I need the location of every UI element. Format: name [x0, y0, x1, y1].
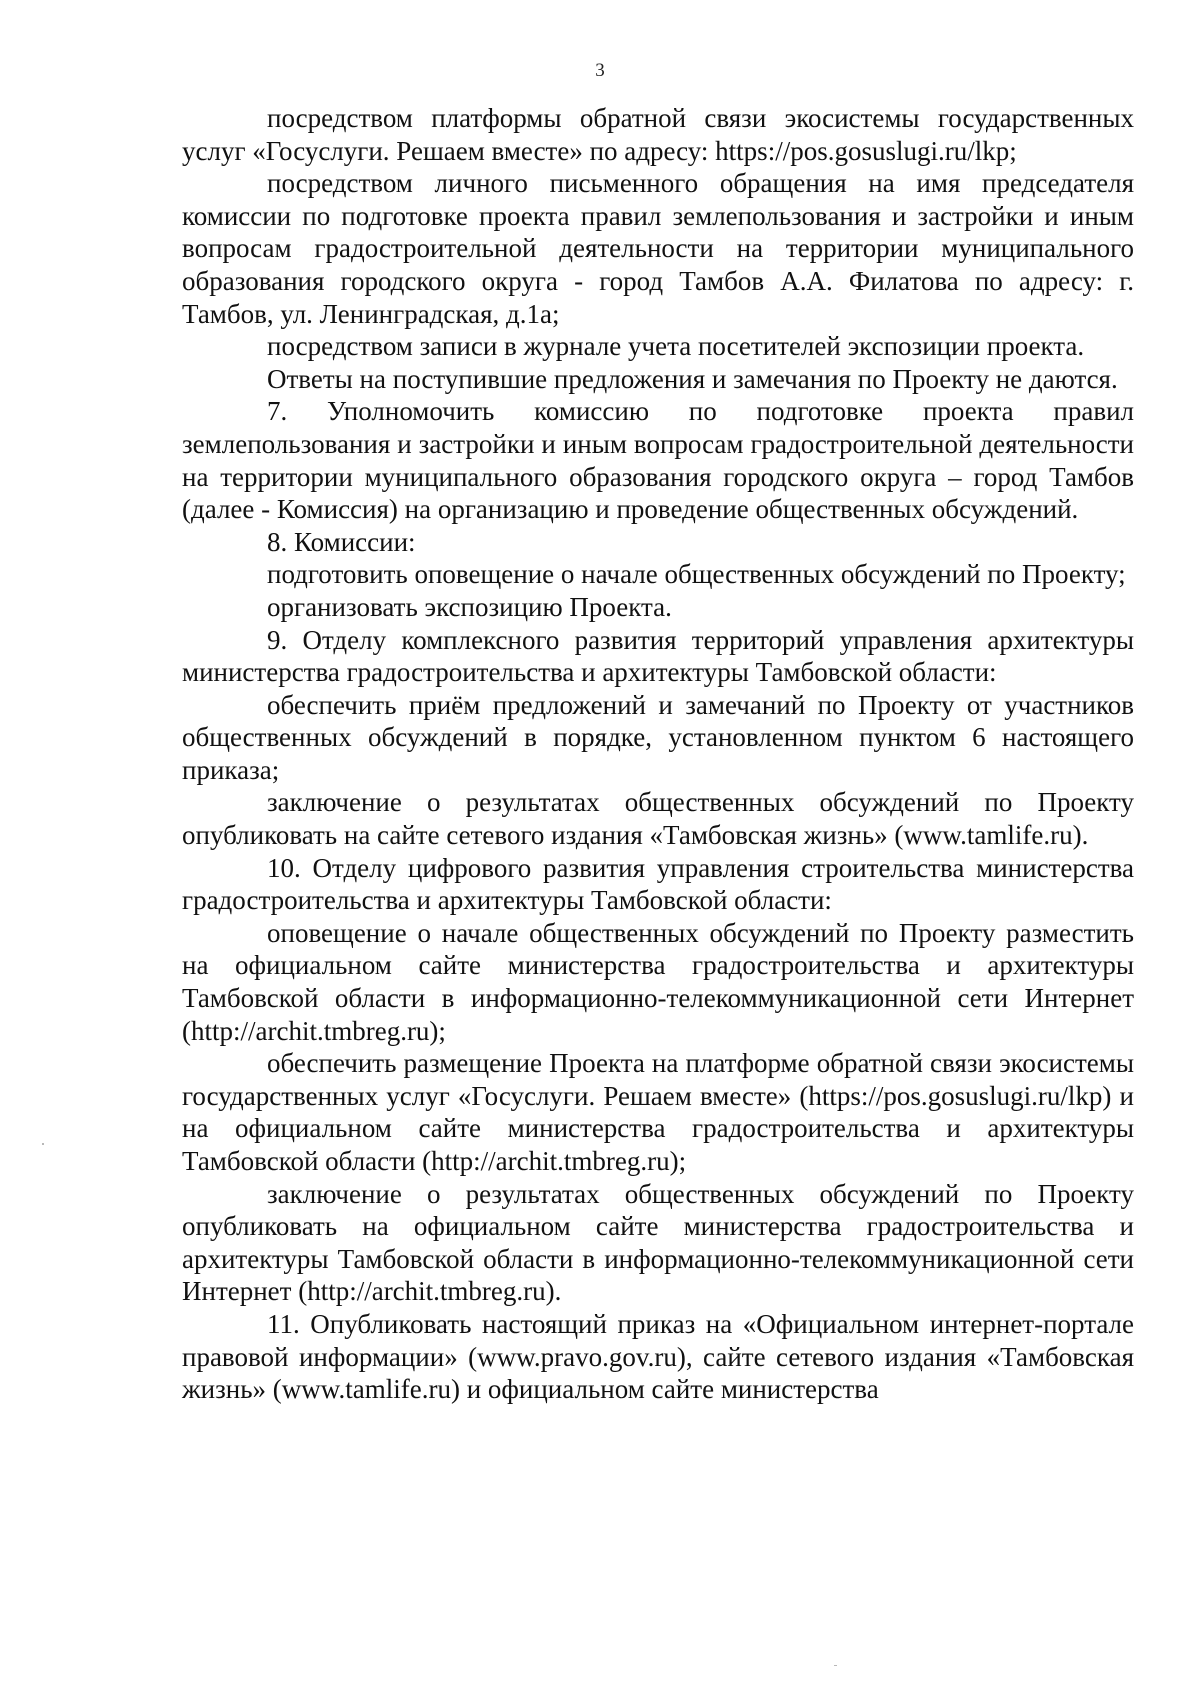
paragraph-feedback-platform: посредством платформы обратной связи экосистемы государственных услуг «Госуслуги. Решаем вместе» по адресу: https://pos.gosuslugi.ru/lkp;: [182, 103, 1134, 166]
paragraph-publish-conclusion-tamlife: заключение о результатах общественных обсуждений по Проекту опубликовать на сайте сетевого издания «Тамбовская жизнь» (www.tamlife.ru).: [182, 787, 1134, 851]
scan-mark: [834, 1665, 837, 1666]
scan-mark: [42, 1143, 44, 1145]
page-number: 3: [595, 60, 605, 81]
paragraph-publish-conclusion-site: заключение о результатах общественных обсуждений по Проекту опубликовать на официальном сайте министерства градостроительства и архитектуры Тамбовской области в информационно-телекоммуникационной сети Интернет (http://archit.tmbreg.ru).: [182, 1178, 1134, 1307]
paragraph-post-notice: оповещение о начале общественных обсуждений по Проекту разместить на официальном сайте министерства градостроительства и архитектуры Тамбовской области в информационно-телекоммуникационной сети Интернет (http://archit.tmbreg.ru);: [182, 917, 1134, 1046]
paragraph-visitor-log: посредством записи в журнале учета посетителей экспозиции проекта.: [267, 331, 1085, 362]
item-11: 11. Опубликовать настоящий приказ на «Официальном интернет-портале правовой информации» (www.pravo.gov.ru), сайте сетевого издания «Тамбовская жизнь» (www.tamlife.ru) и официальном сайте министерства: [182, 1308, 1134, 1405]
paragraph-written-appeal: посредством личного письменного обращения на имя председателя комиссии по подготовке проекта правил землепользования и застройки и иным вопросам градостроительной деятельности на территории муниципального образования городского округа - город Тамбов А.А. Филатова по адресу: г. Тамбов, ул. Ленинградская, д.1а;: [182, 168, 1134, 329]
item-9: 9. Отделу комплексного развития территорий управления архитектуры министерства градостроительства и архитектуры Тамбовской области:: [182, 624, 1134, 688]
item-8: 8. Комиссии:: [267, 526, 416, 557]
paragraph-prepare-notice: подготовить оповещение о начале общественных обсуждений по Проекту;: [267, 559, 1126, 590]
document-body: [182, 102, 1134, 1406]
paragraph-post-project: обеспечить размещение Проекта на платформе обратной связи экосистемы государственных услуг «Госуслуги. Решаем вместе» (https://pos.gosuslugi.ru/lkp) и на официальном сайте министерства градостроительства и архитектуры Тамбовской области (http://archit.tmbreg.ru);: [182, 1048, 1134, 1176]
item-7: 7. Уполномочить комиссию по подготовке проекта правил землепользования и застройки и иным вопросам градостроительной деятельности на территории муниципального образования городского округа – город Тамбов (далее - Комиссия) на организацию и проведение общественных обсуждений.: [182, 396, 1134, 525]
paragraph-accept-proposals: обеспечить приём предложений и замечаний по Проекту от участников общественных обсуждений в порядке, установленном пунктом 6 настоящего приказа;: [182, 689, 1134, 785]
item-10: 10. Отделу цифрового развития управления строительства министерства градостроительства и архитектуры Тамбовской области:: [182, 852, 1134, 916]
paragraph-organize-exposition: организовать экспозицию Проекта.: [267, 591, 672, 622]
paragraph-no-answers: Ответы на поступившие предложения и замечания по Проекту не даются.: [267, 363, 1118, 394]
